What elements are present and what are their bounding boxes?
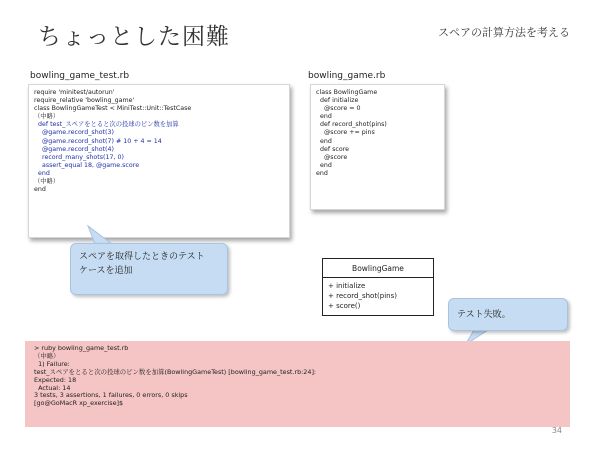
- test-code-line: record_many_shots(17, 0): [34, 153, 124, 161]
- console-line: Expected: 18: [34, 375, 77, 384]
- impl-code-line: def initialize: [316, 97, 359, 105]
- console-line: > ruby bowling_game_test.rb: [34, 344, 129, 352]
- impl-code-line: end: [316, 161, 332, 169]
- console-line: Actual: 14: [34, 383, 71, 392]
- console-line: 1) Failure:: [34, 359, 70, 368]
- console-line: （中略）: [34, 351, 60, 360]
- impl-file-label: bowling_game.rb: [308, 71, 386, 81]
- impl-code-line: class BowlingGame: [316, 89, 378, 96]
- test-code-line: （中略）: [34, 113, 60, 121]
- test-code-line: require 'minitest/autorun': [34, 89, 115, 96]
- test-code-line: end: [34, 169, 50, 177]
- test-code-line: @game.record_shot(3): [34, 129, 114, 137]
- uml-class-box: [322, 258, 434, 316]
- impl-code-line: end: [316, 113, 332, 121]
- console-line: 3 tests, 3 assertions, 1 failures, 0 errors, 0 skips: [34, 391, 188, 400]
- test-code-line: class BowlingGameTest < MiniTest::Unit::TestCase: [34, 105, 192, 113]
- uml-method-list: [323, 278, 433, 315]
- uml-class-name: BowlingGame: [323, 259, 433, 278]
- console-line: test_スペアをとると次の投球のピン数を加算(BowlingGameTest) [bowling_game_test.rb:24]:: [34, 367, 317, 376]
- test-code-panel: [28, 84, 290, 238]
- page-number: 34: [551, 426, 562, 435]
- impl-code-panel: [310, 84, 445, 210]
- impl-code-line: end: [316, 137, 332, 145]
- callout-right-text: テスト失敗。: [457, 310, 511, 320]
- impl-code-line: @score += pins: [316, 129, 375, 137]
- slide-title: ちょっとした困難: [38, 24, 230, 50]
- test-code-line: @game.record_shot(7) # 10 + 4 = 14: [34, 137, 162, 145]
- callout-left-line1: スペアを取得したときのテスト: [79, 252, 205, 262]
- test-code-line: （中略）: [34, 178, 60, 186]
- uml-method: + initialize: [328, 282, 366, 290]
- test-code-line: end: [34, 186, 46, 194]
- uml-method: + score(): [328, 302, 361, 310]
- impl-code-line: def record_shot(pins): [316, 121, 387, 129]
- test-file-label: bowling_game_test.rb: [30, 71, 130, 81]
- impl-code-line: @score = 0: [316, 105, 361, 113]
- callout-left: [70, 243, 228, 295]
- impl-code-line: end: [316, 169, 328, 177]
- test-code-line: def test_スペアをとると次の投球のピン数を加算: [34, 121, 179, 129]
- test-code-line: assert_equal 18, @game.score: [34, 161, 140, 169]
- impl-code-line: @score: [316, 153, 348, 161]
- slide-subtitle: スペアの計算方法を考える: [438, 26, 570, 39]
- test-code-line: require_relative 'bowling_game': [34, 97, 135, 105]
- impl-code-line: def score: [316, 145, 350, 153]
- callout-right: [448, 298, 568, 331]
- uml-method: + record_shot(pins): [328, 292, 397, 300]
- console-line: [go@GoMacR xp_exercise]$: [34, 399, 124, 408]
- callout-left-line2: ケースを追加: [79, 266, 133, 276]
- test-code-line: @game.record_shot(4): [34, 145, 114, 153]
- console-output: [25, 341, 570, 427]
